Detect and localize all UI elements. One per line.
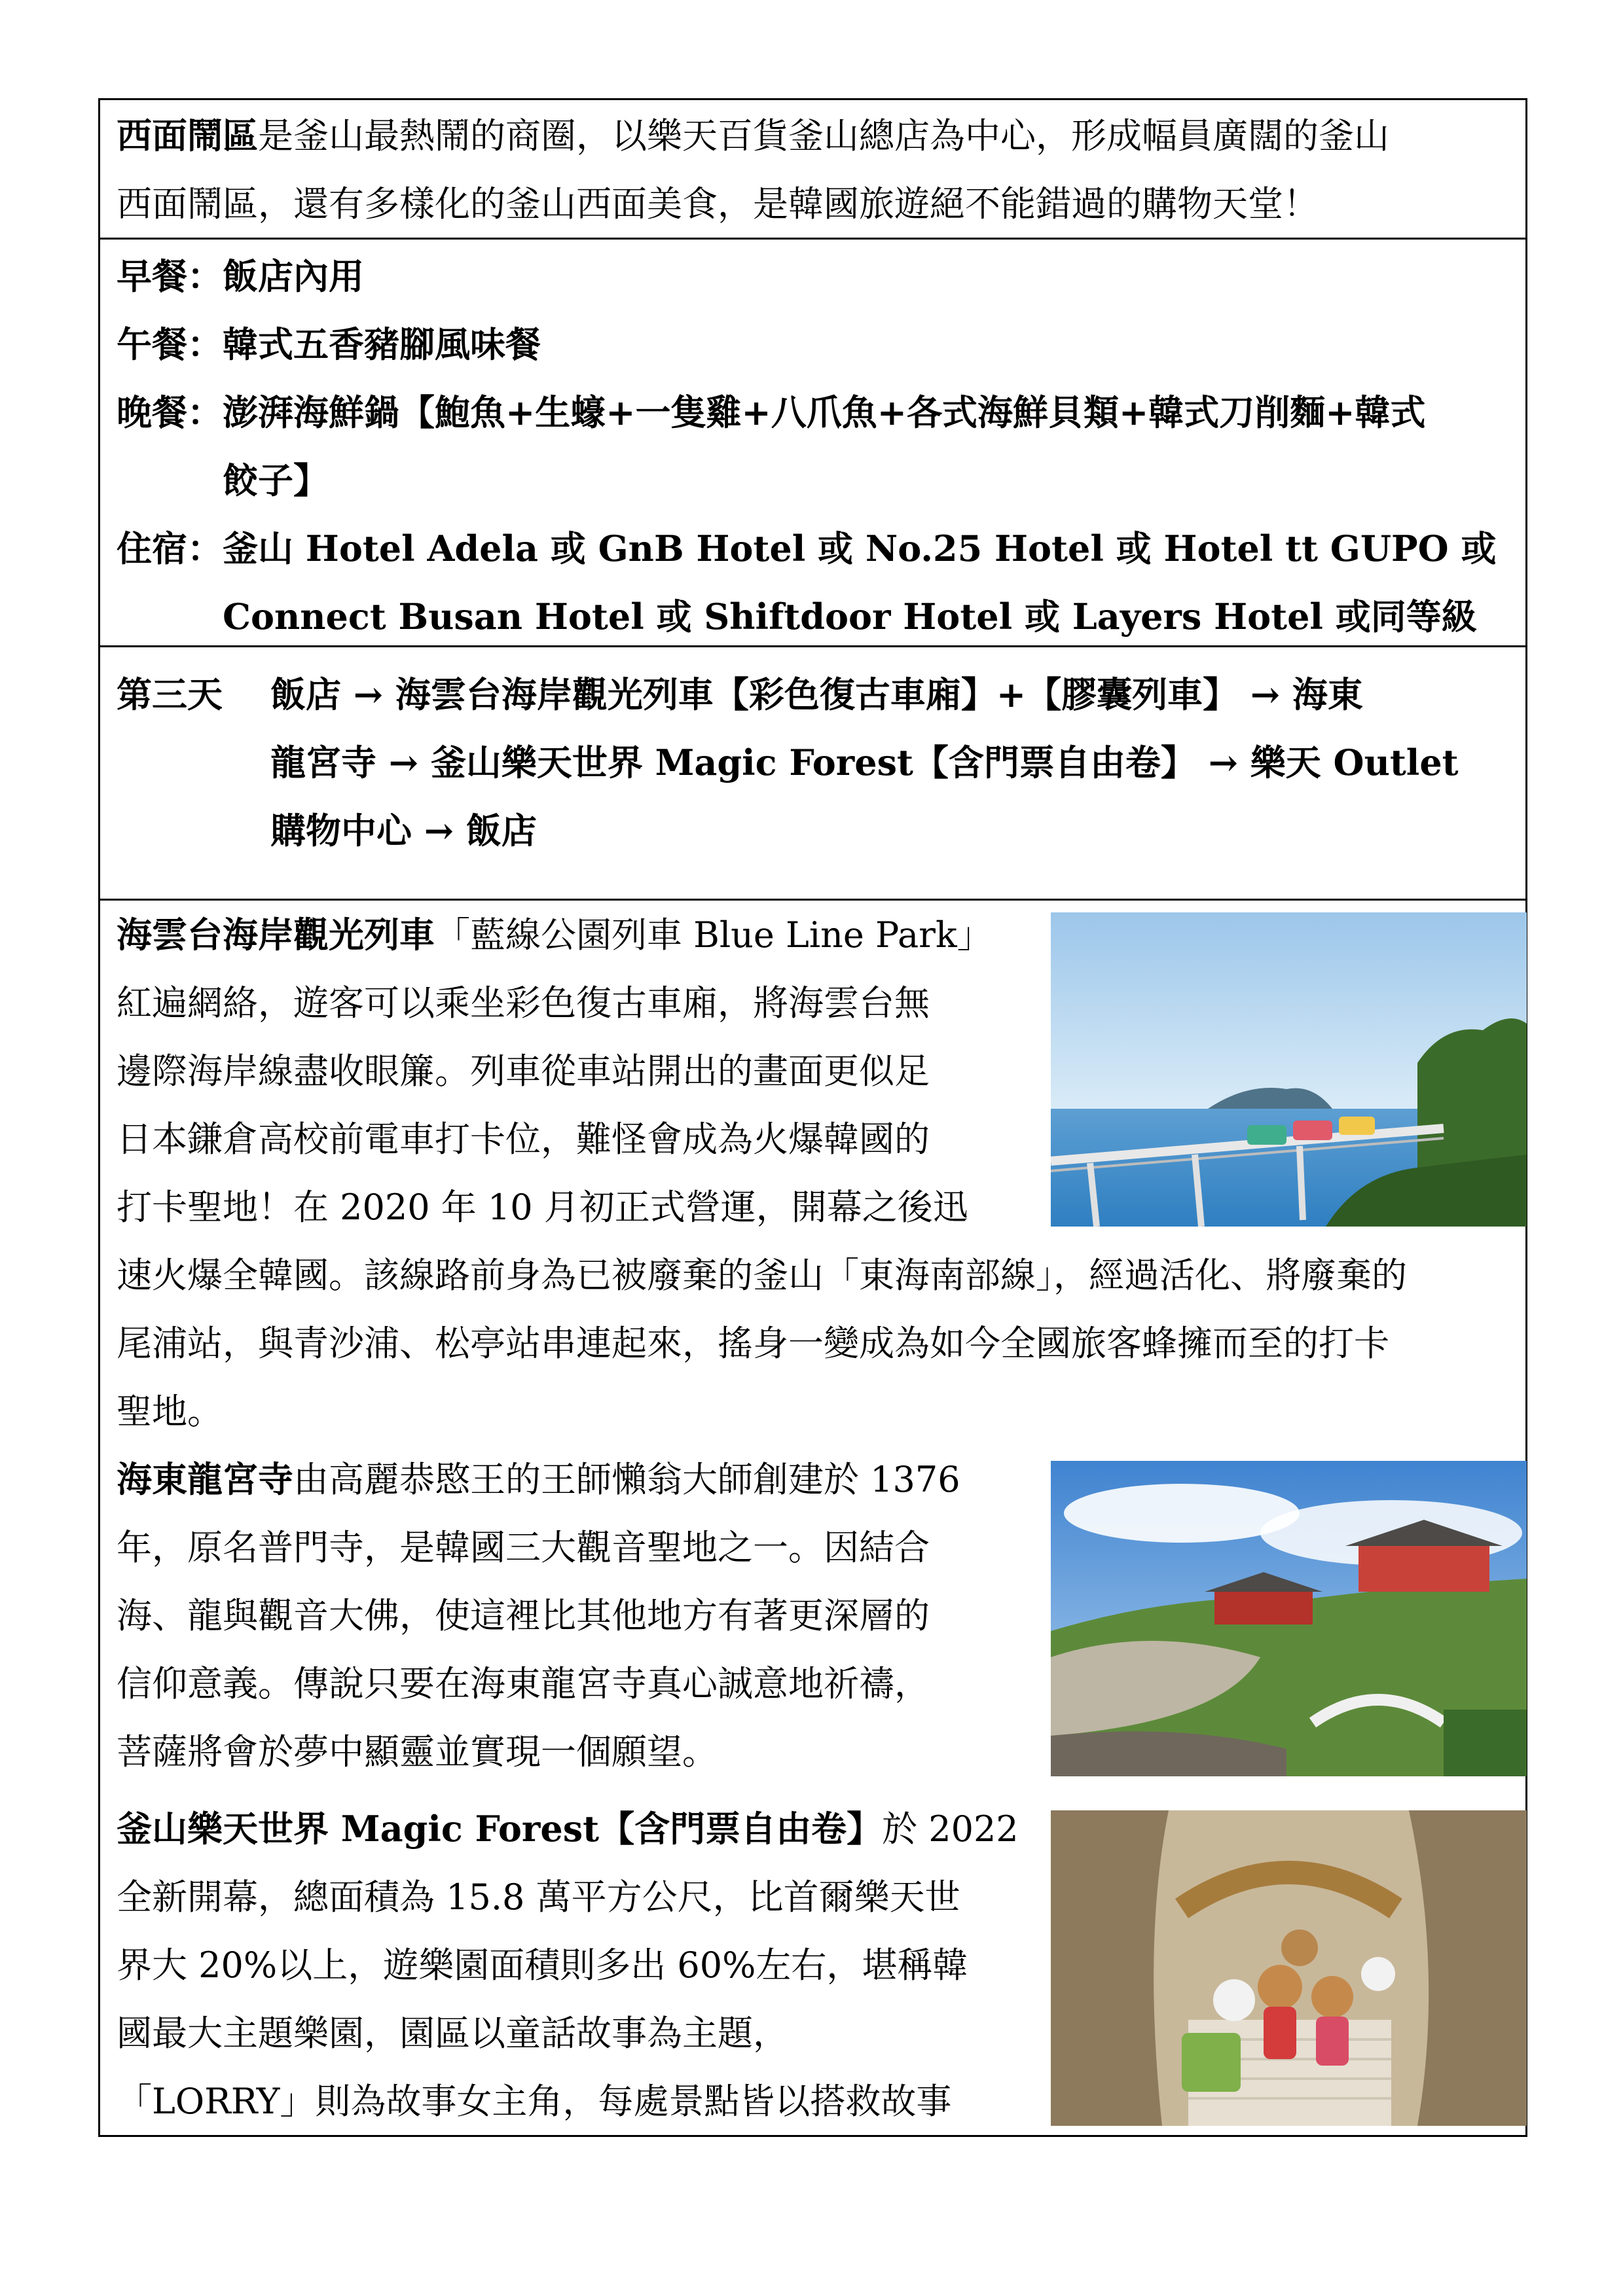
- theme-park-photo: [1051, 1810, 1527, 2126]
- train-title: 海雲台海岸觀光列車: [117, 914, 435, 956]
- train-line2: 紅遍網絡，遊客可以乘坐彩色復古車廂，將海雲台無: [117, 982, 930, 1024]
- temple-title: 海東龍宮寺: [117, 1458, 293, 1500]
- day3-route: [117, 660, 1509, 865]
- lotte-line3: 界大 20%以上，遊樂園面積則多出 60%左右，堪稱韓: [117, 1945, 968, 1986]
- breakfast-label: 早餐：: [117, 255, 223, 297]
- train-line1: 「藍線公園列車 Blue Line Park」: [435, 914, 993, 956]
- intro-title: 西面鬧區: [117, 115, 258, 156]
- train-line4: 日本鎌倉高校前電車打卡位，難怪會成為火爆韓國的: [117, 1119, 930, 1160]
- train-photo: [1051, 912, 1527, 1227]
- attractions-section: [100, 901, 1525, 2135]
- lotte-line5: 「LORRY」則為故事女主角，每處景點皆以搭救故事: [117, 2081, 952, 2122]
- train-line7: 尾浦站，與青沙浦、松亭站串連起來，搖身一變成為如今全國旅客蜂擁而至的打卡: [117, 1323, 1389, 1364]
- temple-line3: 海、龍與觀音大佛，使這裡比其他地方有著更深層的: [117, 1595, 930, 1636]
- breakfast-value: 飯店內用: [223, 255, 364, 297]
- dinner-row: [117, 378, 1509, 514]
- temple-photo: [1051, 1461, 1527, 1776]
- lotte-title: 釜山樂天世界 Magic Forest【含門票自由卷】: [117, 1808, 883, 1850]
- hotel-line2: Connect Busan Hotel 或 Shiftdoor Hotel 或 Layers Hotel 或同等級: [223, 596, 1477, 637]
- train-line3: 邊際海岸線盡收眼簾。列車從車站開出的畫面更似足: [117, 1050, 930, 1092]
- meals-list: [117, 242, 1509, 651]
- dinner-line1: 澎湃海鮮鍋【鮑魚+生蠔+一隻雞+八爪魚+各式海鮮貝類+韓式刀削麵+韓式: [223, 391, 1426, 433]
- lotte-line4: 國最大主題樂園，園區以童話故事為主題，: [117, 2013, 788, 2054]
- hotel-line1: 釜山 Hotel Adela 或 GnB Hotel 或 No.25 Hotel 或 Hotel tt GUPO 或: [223, 528, 1497, 569]
- day3-label: 第三天: [117, 673, 223, 715]
- meals-section: [100, 240, 1525, 645]
- intro-section: [100, 100, 1525, 238]
- route-line1: 飯店 → 海雲台海岸觀光列車【彩色復古車廂】+【膠囊列車】 → 海東: [270, 673, 1363, 715]
- hotel-row: [117, 514, 1509, 651]
- lunch-label: 午餐：: [117, 323, 223, 365]
- hotel-value: [223, 514, 1496, 651]
- itinerary-frame: [98, 98, 1527, 2137]
- route-line3: 購物中心 → 飯店: [270, 810, 537, 852]
- lunch-row: [117, 310, 1509, 378]
- intro-paragraph: [117, 101, 1509, 238]
- route-line2: 龍宮寺 → 釜山樂天世界 Magic Forest【含門票自由卷】 → 樂天 Outlet: [270, 742, 1459, 783]
- lotte-line2: 全新開幕，總面積為 15.8 萬平方公尺，比首爾樂天世: [117, 1876, 960, 1918]
- intro-line1: 是釜山最熱鬧的商圈，以樂天百貨釜山總店為中心，形成幅員廣闊的釜山: [258, 115, 1389, 156]
- day3-section: [100, 647, 1525, 899]
- lotte-line1: 於 2022: [882, 1808, 1019, 1850]
- hotel-label: 住宿：: [117, 528, 223, 569]
- dinner-label: 晚餐：: [117, 391, 223, 433]
- train-line5: 打卡聖地！在 2020 年 10 月初正式營運，開幕之後迅: [117, 1187, 968, 1228]
- temple-line2: 年，原名普門寺，是韓國三大觀音聖地之一。因結合: [117, 1527, 930, 1568]
- train-line6: 速火爆全韓國。該線路前身為已被廢棄的釜山「東海南部線」，經過活化、將廢棄的: [117, 1255, 1407, 1296]
- breakfast-row: [117, 242, 1509, 310]
- temple-line4: 信仰意義。傳說只要在海東龍宮寺真心誠意地祈禱，: [117, 1663, 930, 1704]
- day3-route-text: [270, 660, 1459, 865]
- lunch-value: 韓式五香豬腳風味餐: [223, 323, 541, 365]
- dinner-value: [223, 378, 1425, 514]
- train-line8: 聖地。: [117, 1391, 223, 1432]
- temple-line1: 由高麗恭愍王的王師懶翁大師創建於 1376: [293, 1459, 960, 1500]
- temple-line5: 菩薩將會於夢中顯靈並實現一個願望。: [117, 1731, 718, 1772]
- intro-line2: 西面鬧區，還有多樣化的釜山西面美食，是韓國旅遊絕不能錯過的購物天堂！: [117, 183, 1319, 224]
- dinner-line2: 餃子】: [223, 459, 329, 501]
